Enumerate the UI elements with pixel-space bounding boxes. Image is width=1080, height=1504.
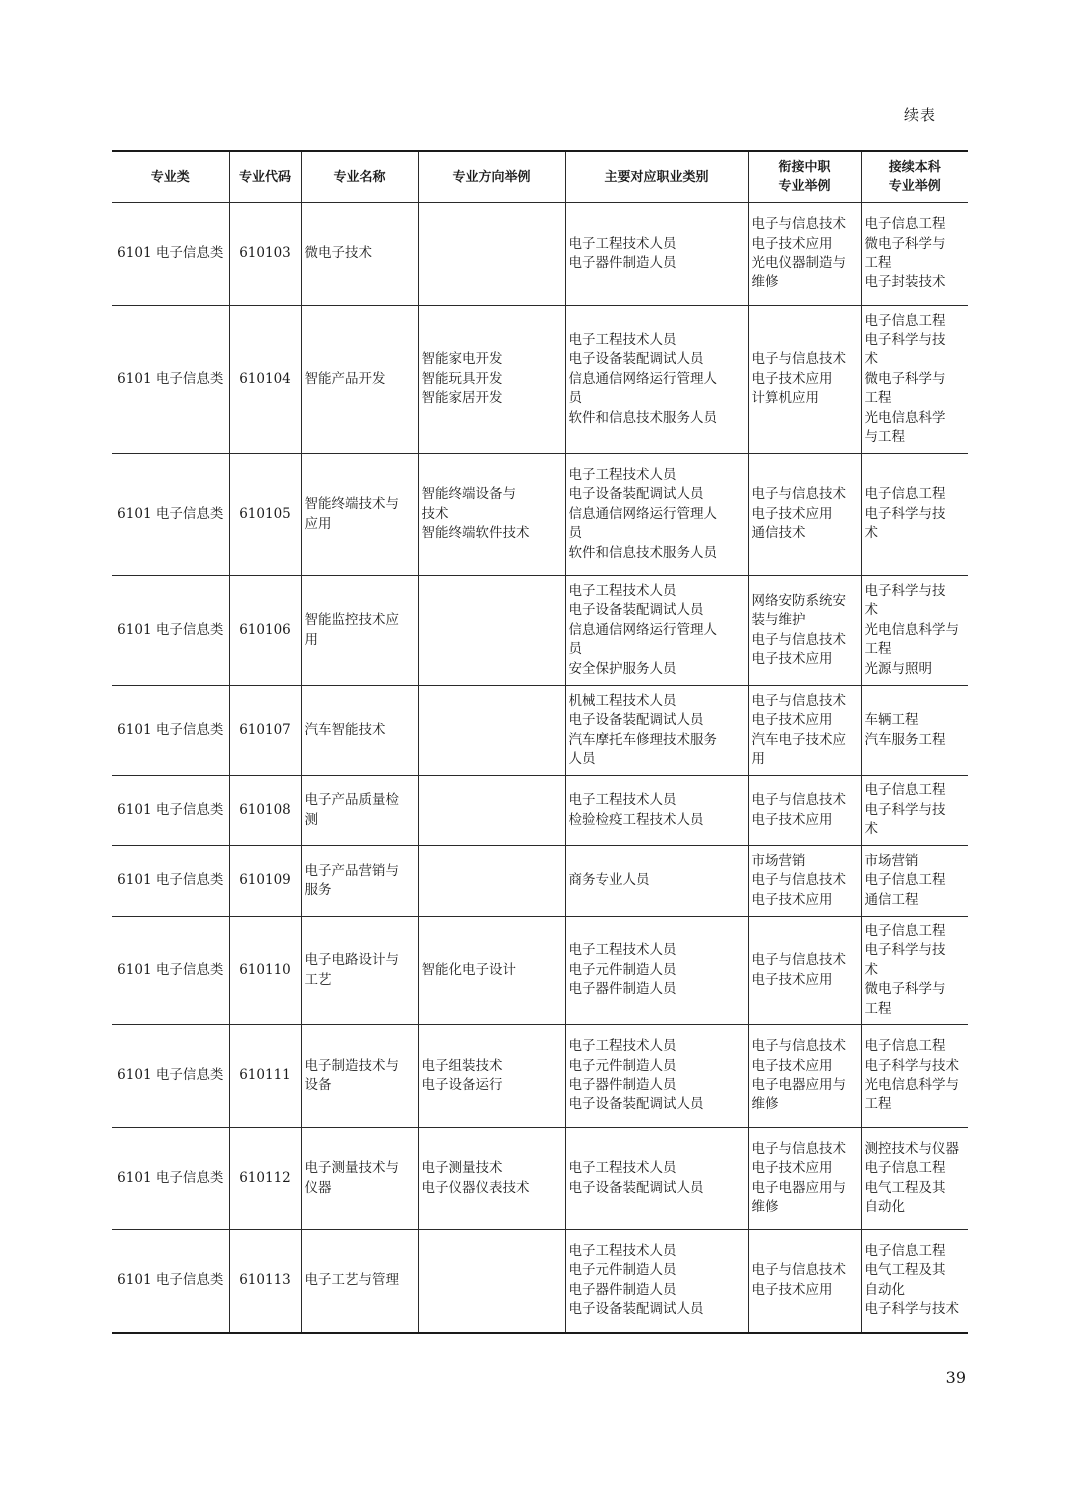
cell-line: 610105 bbox=[239, 505, 291, 522]
cell-line: 智能监控技术应 bbox=[304, 612, 399, 629]
table-header-row bbox=[112, 151, 968, 203]
cell-line: 电子技术应用 bbox=[751, 370, 833, 387]
undergraduate-cell bbox=[861, 454, 968, 576]
cell-line: 服务 bbox=[304, 882, 332, 898]
cell-line: 市场营销 bbox=[864, 852, 919, 869]
table-row bbox=[112, 454, 968, 576]
cell-line: 610108 bbox=[239, 801, 291, 818]
category-cell bbox=[112, 306, 229, 454]
header-secondary bbox=[748, 151, 861, 203]
undergraduate-cell bbox=[861, 306, 968, 454]
occupations-cell bbox=[565, 1128, 748, 1230]
cell-line: 电子与信息技术 bbox=[751, 952, 846, 969]
cell-line: 光电信息科学与 bbox=[864, 621, 959, 638]
cell-line: 自动化 bbox=[864, 1281, 905, 1298]
cell-line: 机械工程技术人员 bbox=[568, 692, 677, 709]
secondary-cell bbox=[748, 203, 861, 306]
category-cell bbox=[112, 917, 229, 1025]
directions-cell bbox=[418, 1230, 565, 1333]
cell-line: 电子元件制造人员 bbox=[568, 1057, 677, 1074]
table-row bbox=[112, 306, 968, 454]
cell-line: 术 bbox=[864, 961, 878, 978]
cell-line: 电子技术应用 bbox=[751, 811, 833, 828]
cell-line: 电子电器应用与 bbox=[751, 1077, 846, 1093]
cell-line: 610104 bbox=[239, 370, 291, 387]
cell-line: 电子技术应用 bbox=[751, 505, 833, 522]
cell-line: 技术 bbox=[421, 505, 449, 522]
cell-line: 电子技术应用 bbox=[751, 1057, 833, 1074]
cell-line: 电子技术应用 bbox=[751, 1281, 833, 1298]
table-row bbox=[112, 917, 968, 1025]
name-cell bbox=[301, 306, 418, 454]
header-category bbox=[112, 151, 229, 203]
cell-line: 电子与信息技术 bbox=[751, 1140, 846, 1157]
table-row bbox=[112, 846, 968, 917]
secondary-cell bbox=[748, 686, 861, 776]
occupations-cell bbox=[565, 776, 748, 846]
cell-line: 电子测量技术 bbox=[421, 1160, 503, 1177]
cell-line: 电子科学与技术 bbox=[864, 1301, 959, 1318]
header-line: 专业名称 bbox=[333, 169, 386, 185]
cell-line: 6101 电子信息类 bbox=[117, 872, 224, 889]
code-cell bbox=[229, 846, 301, 917]
cell-line: 装与维护 bbox=[751, 612, 806, 629]
code-cell bbox=[229, 576, 301, 686]
cell-line: 6101 电子信息类 bbox=[117, 801, 224, 818]
secondary-cell bbox=[748, 1230, 861, 1333]
cell-line: 微电子科学与 bbox=[864, 235, 946, 252]
specialty-catalog-table bbox=[112, 150, 968, 1334]
cell-line: 智能化电子设计 bbox=[421, 961, 516, 978]
undergraduate-cell bbox=[861, 576, 968, 686]
cell-line: 电子器件制造人员 bbox=[568, 255, 677, 271]
cell-line: 电子与信息技术 bbox=[751, 1038, 846, 1055]
cell-line: 电子技术应用 bbox=[751, 650, 833, 667]
code-cell bbox=[229, 1230, 301, 1333]
name-cell bbox=[301, 686, 418, 776]
cell-line: 电子技术应用 bbox=[751, 235, 833, 252]
cell-line: 汽车服务工程 bbox=[864, 731, 946, 748]
cell-line: 电子组装技术 bbox=[421, 1057, 503, 1074]
cell-line: 微电子科学与 bbox=[864, 981, 946, 998]
header-line: 专业举例 bbox=[888, 179, 941, 194]
cell-line: 610113 bbox=[239, 1272, 291, 1289]
cell-line: 信息通信网络运行管理人 bbox=[568, 621, 717, 638]
cell-line: 电子信息工程 bbox=[864, 486, 946, 503]
occupations-cell bbox=[565, 454, 748, 576]
cell-line: 维修 bbox=[751, 1096, 779, 1113]
cell-line: 维修 bbox=[751, 274, 779, 291]
cell-line: 微电子技术 bbox=[304, 245, 372, 262]
cell-line: 检验检疫工程技术人员 bbox=[568, 811, 704, 828]
header-directions bbox=[418, 151, 565, 203]
directions-cell bbox=[418, 686, 565, 776]
cell-line: 电子技术应用 bbox=[751, 971, 833, 988]
cell-line: 术 bbox=[864, 821, 878, 838]
cell-line: 电子科学与技 bbox=[864, 331, 946, 348]
cell-line: 电子设备装配调试人员 bbox=[568, 1301, 704, 1318]
directions-cell bbox=[418, 846, 565, 917]
cell-line: 6101 电子信息类 bbox=[117, 1169, 224, 1186]
cell-line: 电子工程技术人员 bbox=[568, 1038, 677, 1055]
cell-line: 电子封装技术 bbox=[864, 274, 946, 291]
cell-line: 电子科学与技 bbox=[864, 505, 946, 522]
code-cell bbox=[229, 686, 301, 776]
cell-line: 电子设备运行 bbox=[421, 1077, 503, 1093]
code-cell bbox=[229, 454, 301, 576]
undergraduate-cell bbox=[861, 686, 968, 776]
cell-line: 汽车电子技术应 bbox=[751, 731, 846, 748]
cell-line: 电子与信息技术 bbox=[751, 792, 846, 809]
undergraduate-cell bbox=[861, 776, 968, 846]
cell-line: 电子工程技术人员 bbox=[568, 1160, 677, 1177]
table-row bbox=[112, 686, 968, 776]
header-line: 主要对应职业类别 bbox=[604, 169, 709, 185]
cell-line: 软件和信息技术服务人员 bbox=[568, 409, 717, 426]
name-cell bbox=[301, 1025, 418, 1128]
cell-line: 电子信息工程 bbox=[864, 312, 946, 329]
directions-cell bbox=[418, 1025, 565, 1128]
header-undergraduate bbox=[861, 151, 968, 203]
cell-line: 电子技术应用 bbox=[751, 712, 833, 729]
secondary-cell bbox=[748, 1128, 861, 1230]
table-row bbox=[112, 1230, 968, 1333]
occupations-cell bbox=[565, 917, 748, 1025]
code-cell bbox=[229, 1128, 301, 1230]
undergraduate-cell bbox=[861, 846, 968, 917]
cell-line: 610107 bbox=[239, 721, 291, 738]
code-cell bbox=[229, 1025, 301, 1128]
cell-line: 商务专业人员 bbox=[568, 872, 650, 889]
occupations-cell bbox=[565, 576, 748, 686]
cell-line: 电子与信息技术 bbox=[751, 1262, 846, 1279]
cell-line: 电子电路设计与 bbox=[304, 952, 399, 969]
undergraduate-cell bbox=[861, 1230, 968, 1333]
cell-line: 电子信息工程 bbox=[864, 216, 946, 233]
cell-line: 智能终端技术与 bbox=[304, 496, 399, 513]
name-cell bbox=[301, 576, 418, 686]
cell-line: 电子产品营销与 bbox=[304, 862, 399, 879]
name-cell bbox=[301, 776, 418, 846]
cell-line: 电子信息工程 bbox=[864, 1242, 946, 1259]
cell-line: 电子信息工程 bbox=[864, 782, 946, 799]
cell-line: 设备 bbox=[304, 1077, 332, 1093]
directions-cell bbox=[418, 306, 565, 454]
occupations-cell bbox=[565, 846, 748, 917]
cell-line: 电子设备装配调试人员 bbox=[568, 1096, 704, 1113]
cell-line: 电子器件制造人员 bbox=[568, 981, 677, 998]
cell-line: 工程 bbox=[864, 641, 892, 658]
cell-line: 610109 bbox=[239, 872, 291, 889]
cell-line: 测 bbox=[304, 811, 318, 828]
cell-line: 电子器件制造人员 bbox=[568, 1281, 677, 1298]
cell-line: 电子与信息技术 bbox=[751, 692, 846, 709]
cell-line: 软件和信息技术服务人员 bbox=[568, 544, 717, 561]
category-cell bbox=[112, 776, 229, 846]
cell-line: 市场营销 bbox=[751, 852, 806, 869]
cell-line: 员 bbox=[568, 390, 582, 407]
cell-line: 610103 bbox=[239, 245, 291, 262]
header-name bbox=[301, 151, 418, 203]
secondary-cell bbox=[748, 1025, 861, 1128]
cell-line: 电子与信息技术 bbox=[751, 872, 846, 889]
directions-cell bbox=[418, 776, 565, 846]
secondary-cell bbox=[748, 576, 861, 686]
cell-line: 汽车智能技术 bbox=[304, 721, 386, 738]
cell-line: 610106 bbox=[239, 621, 291, 638]
cell-line: 6101 电子信息类 bbox=[117, 1067, 224, 1084]
table-row bbox=[112, 1128, 968, 1230]
directions-cell bbox=[418, 917, 565, 1025]
cell-line: 智能家居开发 bbox=[421, 390, 503, 407]
category-cell bbox=[112, 576, 229, 686]
cell-line: 电子工程技术人员 bbox=[568, 792, 677, 809]
name-cell bbox=[301, 1230, 418, 1333]
cell-line: 电子工艺与管理 bbox=[304, 1272, 399, 1289]
secondary-cell bbox=[748, 454, 861, 576]
cell-line: 610112 bbox=[239, 1169, 291, 1186]
directions-cell bbox=[418, 203, 565, 306]
directions-cell bbox=[418, 576, 565, 686]
cell-line: 电子信息工程 bbox=[864, 1160, 946, 1177]
cell-line: 电子科学与技 bbox=[864, 582, 946, 599]
cell-line: 6101 电子信息类 bbox=[117, 370, 224, 387]
cell-line: 电子科学与技术 bbox=[864, 1057, 959, 1074]
cell-line: 电子信息工程 bbox=[864, 922, 946, 939]
name-cell bbox=[301, 454, 418, 576]
undergraduate-cell bbox=[861, 917, 968, 1025]
cell-line: 电子电器应用与 bbox=[751, 1179, 846, 1196]
cell-line: 仪器 bbox=[304, 1179, 332, 1196]
cell-line: 电子设备装配调试人员 bbox=[568, 1179, 704, 1196]
header-occupations bbox=[565, 151, 748, 203]
cell-line: 电子与信息技术 bbox=[751, 486, 846, 503]
header-code bbox=[229, 151, 301, 203]
name-cell bbox=[301, 1128, 418, 1230]
cell-line: 电子与信息技术 bbox=[751, 216, 846, 233]
cell-line: 通信技术 bbox=[751, 525, 806, 542]
cell-line: 电子测量技术与 bbox=[304, 1160, 399, 1177]
directions-cell bbox=[418, 1128, 565, 1230]
cell-line: 电子技术应用 bbox=[751, 1160, 833, 1177]
occupations-cell bbox=[565, 306, 748, 454]
cell-line: 网络安防系统安 bbox=[751, 592, 846, 609]
code-cell bbox=[229, 776, 301, 846]
cell-line: 汽车摩托车修理技术服务 bbox=[568, 731, 717, 748]
cell-line: 电子工程技术人员 bbox=[568, 582, 677, 599]
page-number: 39 bbox=[945, 1368, 966, 1387]
cell-line: 智能终端设备与 bbox=[421, 486, 516, 503]
table-row bbox=[112, 1025, 968, 1128]
cell-line: 工程 bbox=[864, 390, 892, 407]
cell-line: 电子设备装配调试人员 bbox=[568, 712, 704, 729]
secondary-cell bbox=[748, 917, 861, 1025]
cell-line: 微电子科学与 bbox=[864, 370, 946, 387]
cell-line: 用 bbox=[751, 750, 765, 767]
cell-line: 电子设备装配调试人员 bbox=[568, 351, 704, 368]
directions-cell bbox=[418, 454, 565, 576]
cell-line: 光电信息科学 bbox=[864, 409, 946, 426]
header-line: 接续本科 bbox=[888, 160, 941, 175]
cell-line: 电气工程及其 bbox=[864, 1262, 946, 1279]
category-cell bbox=[112, 686, 229, 776]
cell-line: 电子元件制造人员 bbox=[568, 1262, 677, 1279]
cell-line: 车辆工程 bbox=[864, 712, 919, 729]
table-row bbox=[112, 576, 968, 686]
cell-line: 610111 bbox=[239, 1067, 291, 1084]
cell-line: 光源与照明 bbox=[864, 660, 932, 677]
cell-line: 信息通信网络运行管理人 bbox=[568, 505, 717, 522]
cell-line: 电子器件制造人员 bbox=[568, 1077, 677, 1093]
occupations-cell bbox=[565, 1025, 748, 1128]
cell-line: 信息通信网络运行管理人 bbox=[568, 370, 717, 387]
cell-line: 智能玩具开发 bbox=[421, 370, 503, 387]
category-cell bbox=[112, 454, 229, 576]
name-cell bbox=[301, 846, 418, 917]
secondary-cell bbox=[748, 306, 861, 454]
cell-line: 安全保护服务人员 bbox=[568, 660, 677, 677]
cell-line: 员 bbox=[568, 641, 582, 658]
category-cell bbox=[112, 1230, 229, 1333]
cell-line: 电子工程技术人员 bbox=[568, 235, 677, 252]
cell-line: 工程 bbox=[864, 1096, 892, 1113]
name-cell bbox=[301, 917, 418, 1025]
cell-line: 电子工程技术人员 bbox=[568, 1242, 677, 1259]
occupations-cell bbox=[565, 203, 748, 306]
cell-line: 6101 电子信息类 bbox=[117, 961, 224, 978]
cell-line: 通信工程 bbox=[864, 891, 919, 908]
table-body bbox=[112, 203, 968, 1333]
cell-line: 测控技术与仪器 bbox=[864, 1140, 959, 1157]
cell-line: 电子信息工程 bbox=[864, 872, 946, 889]
secondary-cell bbox=[748, 776, 861, 846]
cell-line: 电子科学与技 bbox=[864, 942, 946, 959]
cell-line: 电子设备装配调试人员 bbox=[568, 486, 704, 503]
cell-line: 工程 bbox=[864, 1000, 892, 1017]
cell-line: 电子技术应用 bbox=[751, 891, 833, 908]
table-row bbox=[112, 203, 968, 306]
cell-line: 电子元件制造人员 bbox=[568, 961, 677, 978]
cell-line: 610110 bbox=[239, 961, 291, 978]
cell-line: 电子科学与技 bbox=[864, 801, 946, 818]
cell-line: 智能产品开发 bbox=[304, 370, 386, 387]
cell-line: 计算机应用 bbox=[751, 390, 819, 407]
cell-line: 电子信息工程 bbox=[864, 1038, 946, 1055]
cell-line: 6101 电子信息类 bbox=[117, 245, 224, 262]
code-cell bbox=[229, 917, 301, 1025]
cell-line: 术 bbox=[864, 351, 878, 368]
cell-line: 电子与信息技术 bbox=[751, 351, 846, 368]
cell-line: 术 bbox=[864, 602, 878, 619]
cell-line: 维修 bbox=[751, 1198, 779, 1215]
header-line: 衔接中职 bbox=[778, 160, 831, 175]
cell-line: 智能家电开发 bbox=[421, 351, 503, 368]
cell-line: 电气工程及其 bbox=[864, 1179, 946, 1196]
cell-line: 电子设备装配调试人员 bbox=[568, 602, 704, 619]
code-cell bbox=[229, 203, 301, 306]
occupations-cell bbox=[565, 686, 748, 776]
cell-line: 工程 bbox=[864, 255, 892, 271]
header-line: 专业类 bbox=[150, 169, 190, 185]
cell-line: 工艺 bbox=[304, 971, 332, 988]
cell-line: 光电信息科学与 bbox=[864, 1077, 959, 1093]
cell-line: 与工程 bbox=[864, 429, 905, 446]
cell-line: 电子工程技术人员 bbox=[568, 466, 677, 483]
cell-line: 应用 bbox=[304, 515, 332, 532]
name-cell bbox=[301, 203, 418, 306]
cell-line: 自动化 bbox=[864, 1198, 905, 1215]
cell-line: 6101 电子信息类 bbox=[117, 621, 224, 638]
code-cell bbox=[229, 306, 301, 454]
category-cell bbox=[112, 1025, 229, 1128]
cell-line: 6101 电子信息类 bbox=[117, 505, 224, 522]
header-line: 专业方向举例 bbox=[452, 169, 531, 185]
undergraduate-cell bbox=[861, 1025, 968, 1128]
category-cell bbox=[112, 1128, 229, 1230]
cell-line: 电子仪器仪表技术 bbox=[421, 1179, 530, 1196]
cell-line: 电子工程技术人员 bbox=[568, 942, 677, 959]
table-row bbox=[112, 776, 968, 846]
cell-line: 员 bbox=[568, 525, 582, 542]
cell-line: 电子产品质量检 bbox=[304, 792, 399, 809]
cell-line: 电子制造技术与 bbox=[304, 1057, 399, 1074]
continuation-label: 续表 bbox=[903, 106, 936, 124]
category-cell bbox=[112, 203, 229, 306]
header-line: 专业代码 bbox=[238, 169, 291, 185]
cell-line: 6101 电子信息类 bbox=[117, 721, 224, 738]
cell-line: 电子与信息技术 bbox=[751, 631, 846, 648]
cell-line: 用 bbox=[304, 631, 318, 648]
occupations-cell bbox=[565, 1230, 748, 1333]
header-line: 专业举例 bbox=[778, 179, 831, 194]
cell-line: 6101 电子信息类 bbox=[117, 1272, 224, 1289]
cell-line: 人员 bbox=[568, 750, 596, 767]
cell-line: 电子工程技术人员 bbox=[568, 331, 677, 348]
cell-line: 术 bbox=[864, 525, 878, 542]
secondary-cell bbox=[748, 846, 861, 917]
undergraduate-cell bbox=[861, 1128, 968, 1230]
undergraduate-cell bbox=[861, 203, 968, 306]
cell-line: 光电仪器制造与 bbox=[751, 255, 846, 271]
cell-line: 智能终端软件技术 bbox=[421, 525, 530, 542]
category-cell bbox=[112, 846, 229, 917]
